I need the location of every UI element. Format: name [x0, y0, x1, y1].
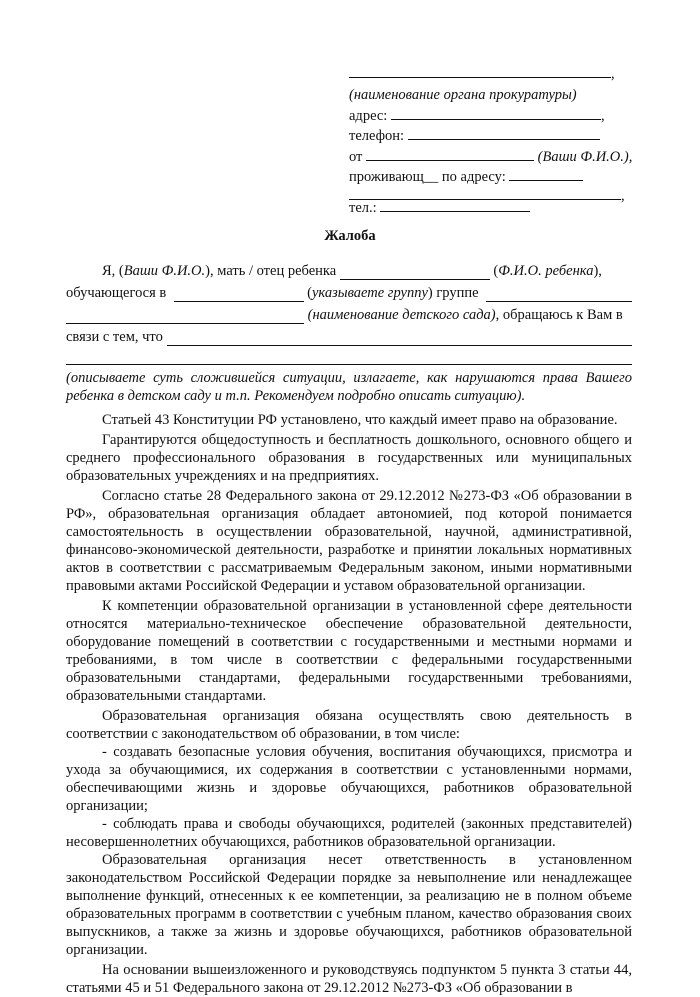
- intro-child-name: Ф.И.О. ребенка: [498, 263, 594, 279]
- intro-text-2: ), мать / отец ребенка: [205, 263, 337, 279]
- intro-kindergarten-caption: (наименование детского сада): [307, 307, 496, 323]
- child-name-blank: [340, 264, 490, 280]
- phone-line: [349, 124, 641, 147]
- intro-text-5: ) группе: [427, 285, 479, 301]
- prosecutor-name-blank: [349, 62, 611, 78]
- intro-text-7: связи с тем, что: [66, 329, 163, 345]
- paragraph-8: Образовательная организация несет ответственность в установленном законодательством Российской Федерации порядке за невыполнение или ненадлежащее выполнение функций, отнесенных к ее компетенции, за реализацию не в полном объеме образовательных программ в соответствии с учебным планом, качество образования своих выпускников, а также за жизнь и здоровье обучающихся, работников образовательной организации.: [66, 852, 632, 958]
- kindergarten-blank-1: [174, 286, 304, 302]
- situation-blank-1: [167, 331, 632, 346]
- sender-name-blank: [366, 145, 534, 161]
- document-title: Жалоба: [324, 228, 376, 244]
- residing-blank: [509, 165, 583, 181]
- prosecutor-name-line: [349, 62, 641, 85]
- paragraph-4: К компетенции образовательной организации в установленной сфере деятельности относятся материально-техническое обеспечение образовательной деятельности, оборудование помещений в соответствии с государственными и местными нормами и требованиями, в том числе в соответствии с федеральными государственными образовательными стандартами, федеральными государственными требованиями, образовательными стандартами.: [66, 598, 632, 704]
- prosecutor-comma: ,: [611, 66, 615, 82]
- paragraph-2: Гарантируются общедоступность и бесплатность дошкольного, основного общего и среднего профессионального образования в государственных или муниципальных образовательных учреждениях и на предприятиях.: [66, 432, 632, 484]
- group-blank: [486, 287, 632, 302]
- paragraph-7: - соблюдать права и свободы обучающихся, родителей (законных представителей) несовершеннолетних обучающихся, работников образовательной организации.: [66, 816, 632, 850]
- tel-line: [349, 196, 641, 219]
- intro-text-4: обучающегося в: [66, 285, 167, 301]
- sender-caption: (Ваши Ф.И.О.),: [537, 149, 633, 165]
- intro-parent-name: Ваши Ф.И.О.: [123, 263, 206, 279]
- situation-note: (описываете суть сложившейся ситуации, излагаете, как нарушаются права Вашего ребенка в детском саду и т.п. Рекомендуем подробно описать ситуацию).: [66, 370, 632, 404]
- intro-line-3: [66, 306, 632, 324]
- prosecutor-caption: (наименование органа прокуратуры): [349, 87, 577, 103]
- intro-line-1: Я, ( Ваши Ф.И.О. ), мать / отец ребенка ( Ф.И.О. ребенка ),: [102, 263, 602, 279]
- intro-text-6: , обращаюсь к Вам в: [495, 307, 623, 323]
- paragraph-6: - создавать безопасные условия обучения, воспитания обучающихся, присмотра и ухода за обучающимися, их содержания в соответствии с установленными нормами, обеспечивающими жизнь и здоровье обучающихся, работников образовательной организации;: [66, 744, 632, 814]
- situation-blank-2: [66, 352, 632, 365]
- from-label: от: [349, 149, 363, 165]
- phone-blank: [408, 124, 600, 140]
- address-comma: ,: [600, 108, 605, 124]
- residing-label: проживающ__ по адресу:: [349, 169, 506, 185]
- address-blank: [391, 104, 601, 120]
- address-label: адрес:: [349, 108, 388, 124]
- intro-line-2: обучающегося в ( указываете группу ) группе: [66, 284, 632, 302]
- tel-blank: [380, 196, 530, 212]
- paragraph-9: На основании вышеизложенного и руководствуясь подпунктом 5 пункта 3 статьи 44, статьями 45 и 51 Федерального закона от 29.12.2012 №273-ФЗ «Об образовании в: [66, 962, 632, 996]
- kindergarten-blank-2: [66, 308, 304, 324]
- intro-group-caption: указываете группу: [311, 285, 428, 301]
- paragraph-3: Согласно статье 28 Федерального закона от 29.12.2012 №273-ФЗ «Об образовании в РФ», образовательная организация обладает автономией, под которой понимается самостоятельность в осуществлении образовательной, научной, административной, финансово-экономической деятельности, разработке и принятии локальных нормативных актов в соответствии с рассматриваемым Федеральным законом, иными нормативными правовыми актами Российской Федерации и уставом образовательной организации.: [66, 488, 632, 594]
- paragraph-5: Образовательная организация обязана осуществлять свою деятельность в соответствии с законодательством об образовании, в том числе:: [66, 708, 632, 742]
- phone-label: телефон:: [349, 128, 405, 144]
- intro-line-4: [66, 328, 632, 346]
- tel-label: тел.:: [349, 200, 377, 216]
- document-body: [66, 262, 632, 997]
- intro-text-1: Я, (: [102, 263, 124, 279]
- paragraph-1: Статьей 43 Конституции РФ установлено, что каждый имеет право на образование.: [102, 412, 618, 428]
- intro-text-3: ),: [593, 263, 602, 279]
- sender-address-comma: ,: [621, 188, 625, 204]
